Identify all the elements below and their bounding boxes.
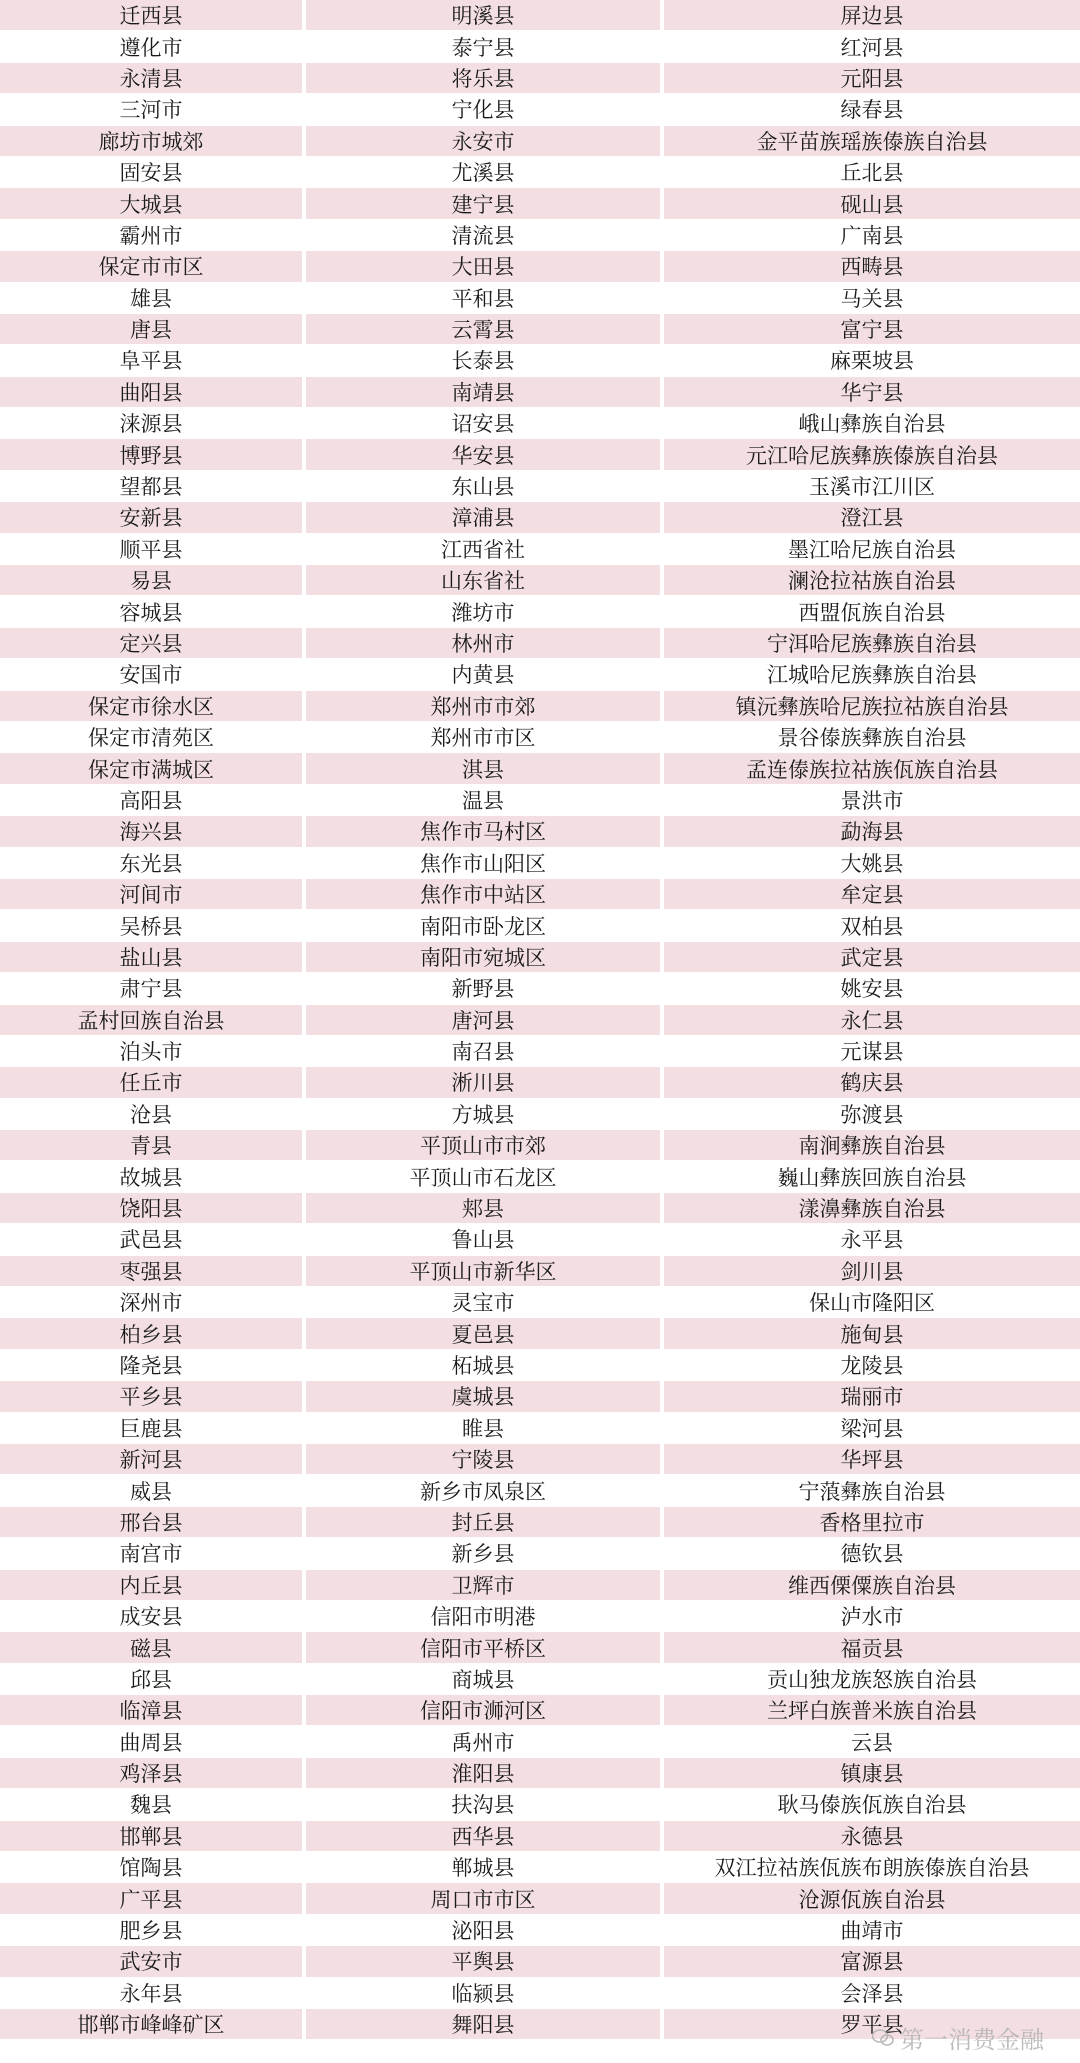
table-cell: 方城县	[306, 1099, 664, 1129]
table-row	[0, 848, 1080, 879]
table-cell: 平和县	[306, 283, 664, 313]
table-cell: 武定县	[840, 945, 904, 970]
table-cell: 红河县	[840, 35, 904, 60]
table-cell: 雄县	[0, 283, 306, 313]
table-cell: 宁陵县	[306, 1444, 664, 1474]
table-cell: 瑞丽市	[840, 1385, 904, 1410]
table-cell: 南阳市卧龙区	[306, 910, 664, 940]
table-row	[0, 1915, 1080, 1946]
table-cell: 双江拉祜族佤族布朗族傣族自治县	[714, 1856, 1030, 1881]
table-cell: 易县	[0, 565, 306, 595]
table-row	[0, 1978, 1080, 2009]
table-cell: 澜沧拉祜族自治县	[788, 569, 956, 594]
table-row	[0, 94, 1080, 125]
table-row	[0, 1507, 1080, 1538]
table-cell: 富源县	[840, 1950, 904, 1975]
table-cell: 漳浦县	[306, 502, 664, 532]
table-cell: 姚安县	[840, 977, 904, 1002]
table-cell: 景谷傣族彝族自治县	[777, 726, 967, 751]
table-row	[0, 1883, 1080, 1914]
table-cell: 焦作市山阳区	[306, 848, 664, 878]
table-cell: 保定市清苑区	[0, 722, 306, 752]
table-row	[0, 1287, 1080, 1318]
table-row	[0, 408, 1080, 439]
table-cell: 保定市市区	[0, 251, 306, 281]
table-cell: 新河县	[0, 1444, 306, 1474]
table-cell: 丘北县	[840, 161, 904, 186]
table-row	[0, 251, 1080, 282]
table-cell: 内丘县	[0, 1570, 306, 1600]
table-cell: 孟连傣族拉祜族佤族自治县	[746, 757, 998, 782]
table-cell: 华安县	[306, 439, 664, 469]
table-cell: 漾濞彝族自治县	[798, 1197, 946, 1222]
table-cell: 涞源县	[0, 408, 306, 438]
table-cell: 剑川县	[840, 1259, 904, 1284]
table-cell: 郑州市市区	[306, 722, 664, 752]
table-cell: 景洪市	[840, 788, 904, 813]
table-cell: 鸡泽县	[0, 1758, 306, 1788]
table-row	[0, 973, 1080, 1004]
table-cell: 肥乡县	[0, 1915, 306, 1945]
table-row	[0, 1758, 1080, 1789]
table-cell: 曲靖市	[840, 1919, 904, 1944]
table-cell: 廊坊市城郊	[0, 126, 306, 156]
table-cell: 内黄县	[306, 659, 664, 689]
table-cell: 南阳市宛城区	[306, 942, 664, 972]
table-cell: 罗平县	[840, 2013, 904, 2038]
table-row	[0, 1946, 1080, 1977]
table-cell: 邱县	[0, 1664, 306, 1694]
table-cell: 武邑县	[0, 1224, 306, 1254]
table-cell: 阜平县	[0, 345, 306, 375]
table-row	[0, 1161, 1080, 1192]
table-row	[0, 1005, 1080, 1036]
table-cell: 睢县	[306, 1413, 664, 1443]
table-cell: 德钦县	[840, 1542, 904, 1567]
table-cell: 灵宝市	[306, 1287, 664, 1317]
table-cell: 望都县	[0, 471, 306, 501]
table-cell: 会泽县	[840, 1981, 904, 2006]
table-cell: 镇康县	[840, 1762, 904, 1787]
table-row	[0, 722, 1080, 753]
table-row	[0, 0, 1080, 31]
table-row	[0, 1538, 1080, 1569]
table-cell: 西畴县	[840, 255, 904, 280]
table-row	[0, 942, 1080, 973]
table-cell: 勐海县	[840, 820, 904, 845]
table-cell: 西盟佤族自治县	[798, 600, 946, 625]
table-row	[0, 1381, 1080, 1412]
table-row	[0, 565, 1080, 596]
table-row	[0, 1067, 1080, 1098]
table-cell: 贡山独龙族怒族自治县	[767, 1667, 977, 1692]
table-cell: 任丘市	[0, 1067, 306, 1097]
table-row	[0, 691, 1080, 722]
table-cell: 鲁山县	[306, 1224, 664, 1254]
table-cell: 墨江哈尼族自治县	[788, 537, 956, 562]
table-row	[0, 910, 1080, 941]
table-row	[0, 1099, 1080, 1130]
table-row	[0, 1256, 1080, 1287]
table-cell: 邯郸县	[0, 1821, 306, 1851]
table-row	[0, 785, 1080, 816]
table-cell: 容城县	[0, 596, 306, 626]
table-cell: 元江哈尼族彝族傣族自治县	[746, 443, 998, 468]
table-row	[0, 1632, 1080, 1663]
table-row	[0, 1601, 1080, 1632]
table-row	[0, 63, 1080, 94]
table-cell: 威县	[0, 1475, 306, 1505]
table-cell: 梁河县	[840, 1416, 904, 1441]
table-cell: 邢台县	[0, 1507, 306, 1537]
table-cell: 新乡市凤泉区	[306, 1475, 664, 1505]
table-row	[0, 283, 1080, 314]
table-cell: 虞城县	[306, 1381, 664, 1411]
table-cell: 香格里拉市	[819, 1510, 925, 1535]
table-cell: 泸水市	[840, 1605, 904, 1630]
table-cell: 新野县	[306, 973, 664, 1003]
table-cell: 周口市市区	[306, 1883, 664, 1913]
table-cell: 牟定县	[840, 883, 904, 908]
table-cell: 临颍县	[306, 1978, 664, 2008]
table-row	[0, 439, 1080, 470]
table-cell: 曲周县	[0, 1726, 306, 1756]
table-cell: 平顶山市市郊	[306, 1130, 664, 1160]
table-cell: 玉溪市江川区	[809, 475, 935, 500]
table-row	[0, 1130, 1080, 1161]
table-cell: 故城县	[0, 1161, 306, 1191]
table-cell: 江西省社	[306, 534, 664, 564]
table-cell: 沧县	[0, 1099, 306, 1129]
table-cell: 吴桥县	[0, 910, 306, 940]
table-cell: 饶阳县	[0, 1193, 306, 1223]
table-cell: 永平县	[840, 1228, 904, 1253]
table-cell: 沧源佤族自治县	[798, 1887, 946, 1912]
table-cell: 三河市	[0, 94, 306, 124]
table-cell: 永德县	[840, 1824, 904, 1849]
table-cell: 柘城县	[306, 1350, 664, 1380]
table-cell: 安新县	[0, 502, 306, 532]
table-cell: 将乐县	[306, 63, 664, 93]
table-cell: 枣强县	[0, 1256, 306, 1286]
table-cell: 孟村回族自治县	[0, 1005, 306, 1035]
table-row	[0, 1664, 1080, 1695]
table-cell: 金平苗族瑶族傣族自治县	[756, 129, 988, 154]
table-cell: 明溪县	[306, 0, 664, 30]
table-cell: 泰宁县	[306, 31, 664, 61]
table-cell: 清流县	[306, 220, 664, 250]
table-row	[0, 220, 1080, 251]
table-cell: 东光县	[0, 848, 306, 878]
table-cell: 柏乡县	[0, 1318, 306, 1348]
table-cell: 高阳县	[0, 785, 306, 815]
table-cell: 巍山彝族回族自治县	[777, 1165, 967, 1190]
table-row	[0, 1570, 1080, 1601]
table-cell: 大城县	[0, 188, 306, 218]
table-cell: 元谋县	[840, 1040, 904, 1065]
table-cell: 维西傈僳族自治县	[788, 1573, 956, 1598]
table-cell: 武安市	[0, 1946, 306, 1976]
table-cell: 保定市满城区	[0, 753, 306, 783]
table-cell: 永安市	[306, 126, 664, 156]
table-cell: 宁化县	[306, 94, 664, 124]
table-cell: 郏县	[306, 1193, 664, 1223]
table-cell: 兰坪白族普米族自治县	[767, 1699, 977, 1724]
table-cell: 林州市	[306, 628, 664, 658]
table-cell: 江城哈尼族彝族自治县	[767, 663, 977, 688]
table-cell: 肃宁县	[0, 973, 306, 1003]
table-row	[0, 1193, 1080, 1224]
table-cell: 遵化市	[0, 31, 306, 61]
table-cell: 南召县	[306, 1036, 664, 1066]
table-cell: 福贡县	[840, 1636, 904, 1661]
table-row	[0, 502, 1080, 533]
table-cell: 迁西县	[0, 0, 306, 30]
table-cell: 信阳市明港	[306, 1601, 664, 1631]
table-row	[0, 1036, 1080, 1067]
table-row	[0, 534, 1080, 565]
table-cell: 青县	[0, 1130, 306, 1160]
table-cell: 临漳县	[0, 1695, 306, 1725]
table-cell: 焦作市中站区	[306, 879, 664, 909]
table-cell: 淇县	[306, 753, 664, 783]
table-cell: 龙陵县	[840, 1353, 904, 1378]
table-row	[0, 816, 1080, 847]
table-cell: 屏边县	[840, 4, 904, 29]
table-cell: 富宁县	[840, 318, 904, 343]
table-cell: 大姚县	[840, 851, 904, 876]
table-cell: 华坪县	[840, 1448, 904, 1473]
table-cell: 诏安县	[306, 408, 664, 438]
table-cell: 盐山县	[0, 942, 306, 972]
table-cell: 信阳市浉河区	[306, 1695, 664, 1725]
table-cell: 信阳市平桥区	[306, 1632, 664, 1662]
table-row	[0, 1475, 1080, 1506]
table-cell: 永年县	[0, 1978, 306, 2008]
table-cell: 河间市	[0, 879, 306, 909]
table-cell: 成安县	[0, 1601, 306, 1631]
table-cell: 舞阳县	[306, 2009, 664, 2039]
table-cell: 夏邑县	[306, 1318, 664, 1348]
table-cell: 澄江县	[840, 506, 904, 531]
table-row	[0, 659, 1080, 690]
table-cell: 保山市隆阳区	[809, 1291, 935, 1316]
table-cell: 东山县	[306, 471, 664, 501]
table-cell: 郸城县	[306, 1852, 664, 1882]
table-cell: 卫辉市	[306, 1570, 664, 1600]
table-row	[0, 1224, 1080, 1255]
table-cell: 平乡县	[0, 1381, 306, 1411]
table-cell: 固安县	[0, 157, 306, 187]
table-cell: 淅川县	[306, 1067, 664, 1097]
table-cell: 博野县	[0, 439, 306, 469]
table-row	[0, 188, 1080, 219]
table-cell: 海兴县	[0, 816, 306, 846]
table-cell: 山东省社	[306, 565, 664, 595]
table-row	[0, 1444, 1080, 1475]
table-cell: 禹州市	[306, 1726, 664, 1756]
table-row	[0, 1350, 1080, 1381]
table-cell: 绿春县	[840, 98, 904, 123]
table-cell: 永清县	[0, 63, 306, 93]
table-cell: 巨鹿县	[0, 1413, 306, 1443]
table-cell: 镇沅彝族哈尼族拉祜族自治县	[735, 694, 1009, 719]
table-cell: 云县	[851, 1730, 893, 1755]
table-cell: 南靖县	[306, 377, 664, 407]
table-cell: 封丘县	[306, 1507, 664, 1537]
table-cell: 平顶山市石龙区	[306, 1161, 664, 1191]
table-cell: 峨山彝族自治县	[798, 412, 946, 437]
table-cell: 马关县	[840, 286, 904, 311]
table-row	[0, 31, 1080, 62]
table-cell: 曲阳县	[0, 377, 306, 407]
table-cell: 元阳县	[840, 66, 904, 91]
wechat-icon	[872, 2029, 894, 2047]
table-cell: 永仁县	[840, 1008, 904, 1033]
table-cell: 鹤庆县	[840, 1071, 904, 1096]
table-cell: 温县	[306, 785, 664, 815]
table-cell: 弥渡县	[840, 1102, 904, 1127]
table-cell: 西华县	[306, 1821, 664, 1851]
table-cell: 宁洱哈尼族彝族自治县	[767, 632, 977, 656]
table-cell: 宁蒗彝族自治县	[798, 1479, 946, 1504]
table-cell: 华宁县	[840, 380, 904, 405]
table-cell: 砚山县	[840, 192, 904, 217]
table-cell: 扶沟县	[306, 1789, 664, 1819]
table-cell: 泌阳县	[306, 1915, 664, 1945]
table-cell: 平顶山市新华区	[306, 1256, 664, 1286]
table-cell: 唐县	[0, 314, 306, 344]
table-row	[0, 1789, 1080, 1820]
table-cell: 磁县	[0, 1632, 306, 1662]
table-cell: 潍坊市	[306, 596, 664, 626]
table-cell: 尤溪县	[306, 157, 664, 187]
table-row	[0, 157, 1080, 188]
table-row	[0, 1821, 1080, 1852]
table-cell: 郑州市市郊	[306, 691, 664, 721]
table-row	[0, 1413, 1080, 1444]
table-cell: 长泰县	[306, 345, 664, 375]
table-cell: 淮阳县	[306, 1758, 664, 1788]
table-cell: 南涧彝族自治县	[798, 1134, 946, 1159]
table-cell: 安国市	[0, 659, 306, 689]
watermark	[872, 2020, 1044, 2055]
table-cell: 唐河县	[306, 1005, 664, 1035]
table-row	[0, 1695, 1080, 1726]
table-cell: 双柏县	[840, 914, 904, 939]
table-cell: 南宫市	[0, 1538, 306, 1568]
table-cell: 建宁县	[306, 188, 664, 218]
table-row	[0, 596, 1080, 627]
table-cell: 霸州市	[0, 220, 306, 250]
table-cell: 麻栗坡县	[830, 349, 914, 374]
table-cell: 馆陶县	[0, 1852, 306, 1882]
table-cell: 泊头市	[0, 1036, 306, 1066]
table-cell: 新乡县	[306, 1538, 664, 1568]
table-row	[0, 126, 1080, 157]
table-cell: 隆尧县	[0, 1350, 306, 1380]
table-cell: 深州市	[0, 1287, 306, 1317]
table-row	[0, 628, 1080, 659]
table-cell: 保定市徐水区	[0, 691, 306, 721]
table-row	[0, 1726, 1080, 1757]
table-cell: 定兴县	[0, 628, 306, 658]
table-row	[0, 1852, 1080, 1883]
table-cell: 顺平县	[0, 534, 306, 564]
table-cell: 大田县	[306, 251, 664, 281]
table-cell: 商城县	[306, 1664, 664, 1694]
table-row	[0, 879, 1080, 910]
table-row	[0, 471, 1080, 502]
table-cell: 广南县	[840, 223, 904, 248]
watermark-text: 第一消费金融	[900, 2026, 1044, 2054]
table-row	[0, 314, 1080, 345]
table-row	[0, 1318, 1080, 1349]
table-cell: 耿马傣族佤族自治县	[777, 1793, 967, 1818]
table-row	[0, 377, 1080, 408]
table-cell: 广平县	[0, 1883, 306, 1913]
table-cell: 魏县	[0, 1789, 306, 1819]
table-cell: 焦作市马村区	[306, 816, 664, 846]
table-cell: 邯郸市峰峰矿区	[0, 2009, 306, 2039]
table-row	[0, 345, 1080, 376]
table-cell: 云霄县	[306, 314, 664, 344]
table-row	[0, 753, 1080, 784]
table-cell: 施甸县	[840, 1322, 904, 1347]
table-cell: 平舆县	[306, 1946, 664, 1976]
